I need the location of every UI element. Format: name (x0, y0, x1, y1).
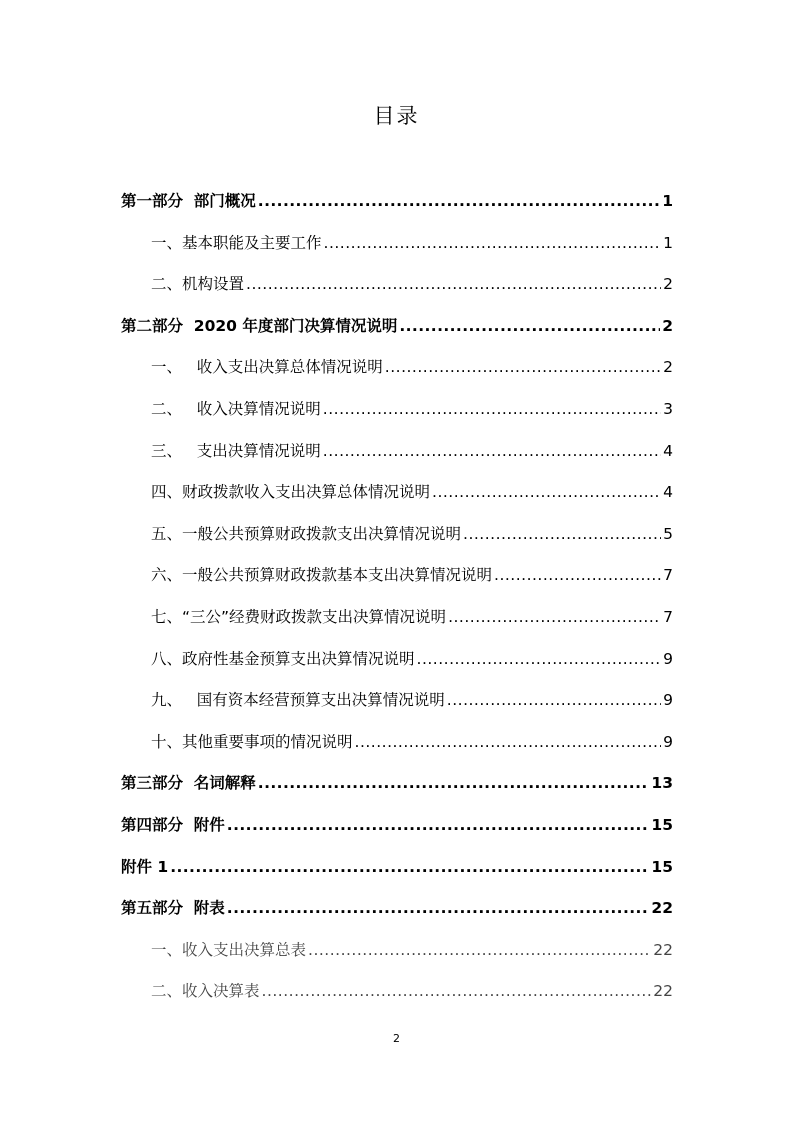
toc-entry[interactable] (121, 314, 673, 338)
toc-entry-label: 七、“三公”经费财政拨款支出决算情况说明 (151, 608, 447, 626)
toc-dot-leader (463, 522, 661, 546)
toc-entry[interactable] (151, 647, 673, 671)
toc-dot-leader (323, 439, 661, 463)
toc-entry-label: 第一部分 部门概况 (121, 192, 256, 210)
toc-dot-leader (432, 480, 661, 504)
toc-dot-leader (399, 314, 660, 338)
toc-entry[interactable] (151, 272, 673, 296)
toc-entry-page: 4 (663, 483, 673, 501)
toc-entry-page: 15 (651, 816, 673, 834)
toc-entry-label: 附件 1 (121, 858, 169, 876)
toc-dot-leader (258, 771, 650, 795)
toc-dot-leader (227, 813, 650, 837)
toc-entry[interactable] (121, 896, 673, 920)
toc-entry-label: 十、其他重要事项的情况说明 (151, 733, 353, 751)
toc-entry-page: 22 (651, 899, 673, 917)
toc-entry-label: 第二部分 2020 年度部门决算情况说明 (121, 317, 398, 335)
toc-entry[interactable] (151, 439, 673, 463)
toc-dot-leader (323, 397, 661, 421)
toc-entry-label: 四、财政拨款收入支出决算总体情况说明 (151, 483, 431, 501)
toc-entry[interactable] (151, 730, 673, 754)
toc-dot-leader (324, 231, 662, 255)
toc-entry-page: 2 (663, 358, 673, 376)
toc-entry-label: 二、 收入决算情况说明 (151, 400, 321, 418)
toc-entry-label: 六、一般公共预算财政拨款基本支出决算情况说明 (151, 566, 493, 584)
toc-entry-page: 15 (651, 858, 673, 876)
toc-entry-label: 二、机构设置 (151, 275, 245, 293)
toc-entry-page: 1 (663, 234, 673, 252)
toc-entry-label: 一、 收入支出决算总体情况说明 (151, 358, 383, 376)
toc-dot-leader (494, 563, 661, 587)
toc-entry-page: 2 (663, 275, 673, 293)
toc-entry[interactable] (151, 522, 673, 546)
toc-dot-leader (227, 896, 650, 920)
toc-entry[interactable] (121, 189, 673, 213)
toc-dot-leader (262, 979, 652, 1003)
toc-dot-leader (385, 355, 661, 379)
toc-entry[interactable] (151, 480, 673, 504)
toc-entry-page: 1 (662, 192, 673, 210)
toc-entry-label: 第四部分 附件 (121, 816, 225, 834)
toc-entry[interactable] (151, 688, 673, 712)
toc-entry-page: 9 (663, 691, 673, 709)
toc-entry[interactable] (121, 771, 673, 795)
toc-entry-label: 一、收入支出决算总表 (151, 941, 307, 959)
page-number: 2 (393, 1032, 400, 1045)
toc-entry-page: 13 (651, 774, 673, 792)
toc-entry-page: 4 (663, 442, 673, 460)
toc-entry-page: 22 (653, 941, 673, 959)
toc-entry[interactable] (151, 231, 673, 255)
toc-entry[interactable] (121, 855, 673, 879)
toc-entry-page: 7 (663, 566, 673, 584)
toc-entry-label: 八、政府性基金预算支出决算情况说明 (151, 650, 415, 668)
toc-dot-leader (170, 855, 649, 879)
toc-dot-leader (246, 272, 661, 296)
toc-entry-label: 二、收入决算表 (151, 982, 260, 1000)
toc-dot-leader (447, 688, 661, 712)
toc-entry-page: 2 (662, 317, 673, 335)
toc-entry-page: 9 (663, 650, 673, 668)
toc-dot-leader (308, 938, 651, 962)
toc-entry-page: 7 (663, 608, 673, 626)
toc-entry[interactable] (151, 979, 673, 1003)
toc-entry[interactable] (151, 938, 673, 962)
toc-dot-leader (417, 647, 662, 671)
toc-entry-label: 三、 支出决算情况说明 (151, 442, 321, 460)
toc-entry[interactable] (151, 605, 673, 629)
toc-dot-leader (355, 730, 662, 754)
toc-entry[interactable] (151, 397, 673, 421)
toc-entry-label: 九、 国有资本经营预算支出决算情况说明 (151, 691, 445, 709)
toc-entry[interactable] (151, 563, 673, 587)
toc-entry-page: 9 (663, 733, 673, 751)
toc-entry[interactable] (151, 355, 673, 379)
toc-entry-label: 第五部分 附表 (121, 899, 225, 917)
toc-entry[interactable] (121, 813, 673, 837)
toc-dot-leader (448, 605, 661, 629)
toc-entry-label: 第三部分 名词解释 (121, 774, 256, 792)
toc-entry-page: 5 (663, 525, 673, 543)
toc-dot-leader (258, 189, 660, 213)
toc-entry-label: 五、一般公共预算财政拨款支出决算情况说明 (151, 525, 462, 543)
toc-entry-label: 一、基本职能及主要工作 (151, 234, 322, 252)
toc-title: 目录 (373, 104, 420, 128)
toc-entry-page: 22 (653, 982, 673, 1000)
toc-entry-page: 3 (663, 400, 673, 418)
